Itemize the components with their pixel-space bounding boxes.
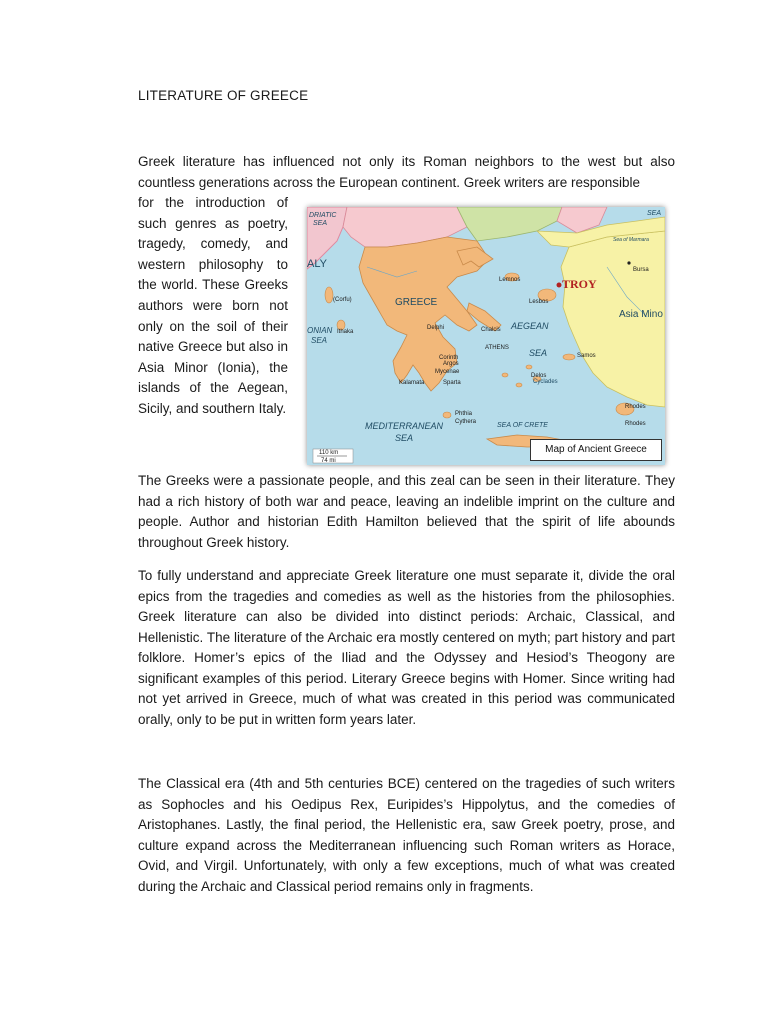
paragraph-classical-hellenistic: The Classical era (4th and 5th centuries BCE) centered on the tragedies of such writers as Sophocles and his Oedipus Rex, Euripides’s Hippolytus, and the comedies of Aristophanes. Lastly, the final period, the Hellenistic era, saw Greek poetry, prose, and culture expand across the Mediterranean influencing such Roman writers as Horace, Ovid, and Virgil. Unfortunately, with only a few exceptions, much of what was created during the Archaic and Classical period remains only in fragments. (138, 776, 675, 894)
paragraph-intro-wrapped: for the introduction of such genres as poetry, tragedy, comedy, and western philosophy to the world. These Greeks authors were born not only on the soil of their native Greece but also in Asia Minor (Ionia), the islands of the Aegean, Sicily, and southern Italy. (138, 195, 288, 416)
map-city-lesbos: Lesbos (529, 299, 549, 305)
map-label-troy: TROY (562, 277, 597, 291)
map-city-sparta: Sparta (443, 380, 461, 386)
map-label-sea-of-crete: SEA OF CRETE (497, 422, 548, 429)
map-label-black-sea: SEA (647, 210, 662, 217)
map-label-aegean: AEGEAN (511, 321, 549, 331)
map-city-mycenae: Mycenae (435, 369, 460, 375)
map-label-mediterranean: MEDITERRANEAN (365, 421, 444, 431)
map-city-delphi: Delphi (427, 325, 445, 331)
map-city-argos: Argos (443, 361, 459, 367)
map-city-lemnos: Lemnos (499, 277, 521, 283)
map-city-athens: ATHENS (485, 345, 509, 351)
map-label-adriatic: DRIATIC (309, 212, 337, 219)
map-city-delos: Delos (531, 373, 547, 379)
map-label-ionian-sea: SEA (311, 336, 328, 345)
map-city-rhodes-top: Rhodes (625, 404, 646, 410)
map-label-greece: GREECE (395, 297, 438, 308)
map-city-corfu: (Corfu) (333, 297, 352, 303)
map-label-asia-minor: Asia Mino (619, 309, 663, 320)
paragraph-periods: To fully understand and appreciate Greek literature one must separate it, divide the oral epics from the tragedies and comedies as well as the histories from the philosophies. Greek literature can also be divided into distinct periods: Archaic, Classical, and Hellenistic. The literature of the Archaic era mostly centered on myth; part history and part folklore. Homer’s epics of the Iliad and the Odyssey and Hesiod’s Theogony are significant examples of this period. Literary Greece begins with Homer. Since writing had not yet arrived in Greece, much of what was created in this period was communicated orally, only to be put in written form years later. (138, 568, 675, 727)
map-of-ancient-greece (307, 207, 665, 465)
paragraph-greeks-passion: The Greeks were a passionate people, and this zeal can be seen in their literature. They had a rich history of both war and peace, leaving an indelible imprint on the culture and people. Author and historian Edith Hamilton believed that the spirit of life abounds throughout Greek history. (138, 473, 675, 550)
map-label-italy: ALY (307, 258, 327, 270)
map-label-sea-of-marmara: Sea of Marmara (613, 237, 649, 243)
map-graphic (307, 207, 665, 465)
map-city-corinth: Corinth (439, 355, 459, 361)
map-city-phthia: Phthia (455, 411, 473, 417)
map-city-ithaka: Ithaka (337, 329, 354, 335)
map-city-kalamata: Kalamata (399, 380, 425, 386)
map-city-chalcis: Chalcis (481, 327, 501, 333)
map-label-aegean-sea: SEA (529, 348, 548, 358)
map-caption: Map of Ancient Greece (530, 439, 662, 461)
map-scale-mi: 74 mi (321, 458, 336, 464)
map-city-samos: Samos (577, 353, 596, 359)
map-label-adriatic-sea: SEA (313, 220, 328, 227)
map-label-mediterranean-sea: SEA (395, 433, 414, 443)
map-label-ionian: ONIAN (307, 326, 333, 335)
map-city-cythera: Cythera (455, 419, 477, 425)
map-city-rhodes: Rhodes (625, 421, 646, 427)
map-city-bursa: Bursa (633, 267, 649, 273)
map-scale-km: 110 km (319, 450, 339, 456)
paragraph-intro-full-width: Greek literature has influenced not only its Roman neighbors to the west but also countless generations across the European continent. Greek writers are responsible (138, 154, 675, 190)
map-label-cyclades: Cyclades (533, 379, 558, 385)
document-title: LITERATURE OF GREECE (138, 88, 309, 103)
